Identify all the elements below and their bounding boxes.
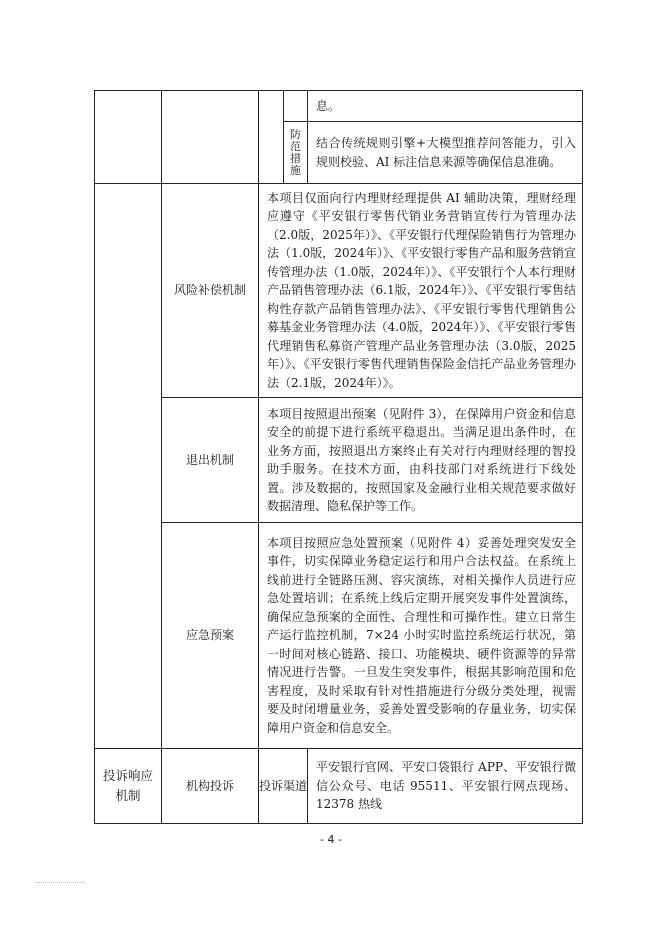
- category-cell-empty: [95, 184, 162, 749]
- page-number: - 4 -: [320, 833, 342, 846]
- category-cell-empty: [95, 91, 162, 184]
- risk-compensation-text: 本项目仅面向行内理财经理提供 AI 辅助决策，理财经理应遵守《平安银行零售代销业务营销宣传行为管理办法（2.0版，2025年）》、《平安银行代理保险销售行为管理办法（1.0版，2024年）》、《平安银行零售产品和服务营销宣传管理办法（1.0版，2024年）》、《平安银行个人本行理财产品销售管理办法（6.1版，2024年）》、《平安银行零售结构性存款产品销售管理办法》、《平安银行零售代理销售公募基金业务管理办法（4.0版，2024年）》、《平安银行零售代理销售私募资产管理产品业务管理办法（3.0版，2025年）》、《平安银行零售代理销售保险金信托产品业务管理办法（2.1版，2024年）》。: [259, 184, 583, 398]
- continuation-text: 息。: [308, 91, 583, 122]
- prevention-measures-label: 防范措施: [284, 122, 308, 184]
- risk-compensation-label: 风险补偿机制: [162, 184, 259, 398]
- complaint-response-category: 投诉响应机制: [95, 749, 162, 824]
- emergency-plan-text: 本项目按照应急处置预案（见附件 4）妥善处理突发安全事件，切实保障业务稳定运行和用户合法权益。在系统上线前进行全链路压测、容灾演练，对相关操作人员进行应急处置培训；在系统上线后定期开展突发事件处置演练，确保应急预案的全面性、合理性和可操作性。建立日常生产运行监控机制，7×24 小时实时监控系统运行状况，第一时间对核心链路、接口、功能模块、硬件资源等的异常情况进行告警。一旦发生突发事件，根据其影响范围和危害程度，及时采取有针对性措施进行分级分类处理，视需要及时闭增量业务，妥善处置受影响的存量业务，切实保障用户资金和信息安全。: [259, 523, 583, 749]
- document-table: [94, 90, 582, 823]
- exit-mechanism-label: 退出机制: [162, 398, 259, 523]
- prevention-measures-text: 结合传统规则引擎+大模型推荐问答能力，引入规则校验、AI 标注信息来源等确保信息准确。: [308, 122, 583, 184]
- side-cell-empty: [284, 91, 308, 122]
- complaint-channel-text: 平安银行官网、平安口袋银行 APP、平安银行微信公众号、电话 95511、平安银行网点现场、12378 热线: [308, 749, 583, 824]
- subcategory-cell-empty: [162, 91, 259, 184]
- institution-complaint-label: 机构投诉: [162, 749, 259, 824]
- item-cell-empty: [259, 91, 284, 184]
- footer-dotted-line: [36, 882, 84, 883]
- exit-mechanism-text: 本项目按照退出预案（见附件 3），在保障用户资金和信息安全的前提下进行系统平稳退出。当满足退出条件时，在业务方面，按照退出方案终止有关对行内理财经理的智投助手服务。在技术方面，由科技部门对系统进行下线处置。涉及数据的，按照国家及金融行业相关规范要求做好数据清理、隐私保护等工作。: [259, 398, 583, 523]
- emergency-plan-label: 应急预案: [162, 523, 259, 749]
- complaint-channel-label: 投诉渠道: [259, 749, 308, 824]
